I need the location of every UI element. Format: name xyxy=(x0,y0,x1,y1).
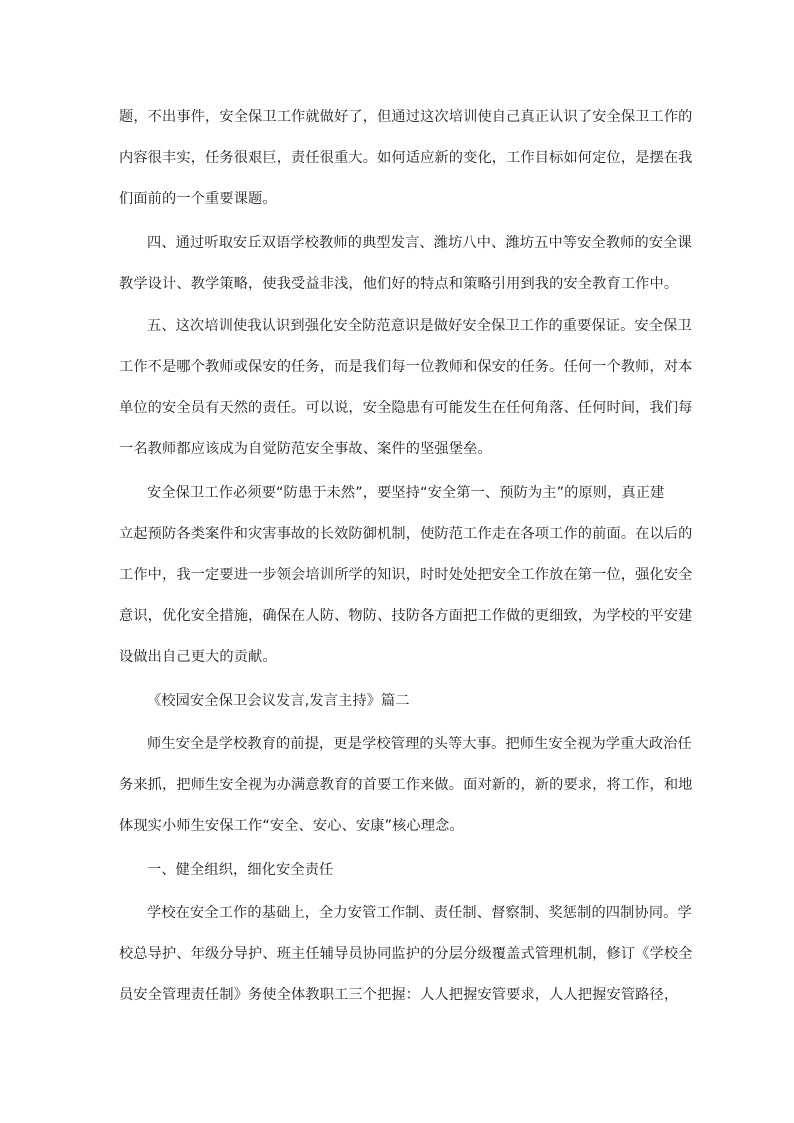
text-line: 设做出自己更大的贡献。 xyxy=(119,649,277,665)
text-line: 员安全管理责任制》务使全体教职工三个把握：人人把握安管要求，人人把握安管路径， xyxy=(119,987,679,1003)
text-line: 意识，优化安全措施，确保在人防、物防、技防各方面把工作做的更细致，为学校的平安建 xyxy=(119,608,693,624)
text-line: 体现实小师生安保工作“安全、安心、安康”核心理念。 xyxy=(119,818,464,834)
text-line: 四、通过听取安丘双语学校教师的典型发言、潍坊八中、潍坊五中等安全教师的安全课 xyxy=(147,235,692,251)
text-line: 内容很丰实，任务很艰巨，责任很重大。如何适应新的变化，工作目标如何定位，是摆在我 xyxy=(119,150,693,166)
text-line: 一名教师都应该成为自觉防范安全事故、案件的坚强堡垒。 xyxy=(119,441,492,457)
text-line: 题，不出事件，安全保卫工作就做好了，但通过这次培训使自己真正认识了安全保卫工作的 xyxy=(119,109,693,125)
text-line: 们面前的一个重要课题。 xyxy=(119,191,277,207)
text-line: 安全保卫工作必须要“防患于未然”，要坚持“安全第一、预防为主”的原则，真正建 xyxy=(147,485,665,501)
section-heading: 《校园安全保卫会议发言,发言主持》篇二 xyxy=(147,693,410,709)
text-line: 校总导护、年级分导护、班主任辅导员协同监护的分层分级覆盖式管理机制，修订《学校全 xyxy=(119,946,693,962)
text-line: 一、健全组织，细化安全责任 xyxy=(147,862,334,878)
text-line: 师生安全是学校教育的前提，更是学校管理的头等大事。把师生安全视为学重大政治任 xyxy=(147,736,692,752)
text-line: 工作中，我一定要进一步领会培训所学的知识，时时处处把安全工作放在第一位，强化安全 xyxy=(119,567,693,583)
text-line: 教学设计、教学策略，使我受益非浅，他们好的特点和策略引用到我的安全教育工作中。 xyxy=(119,276,679,292)
text-line: 单位的安全员有天然的责任。可以说，安全隐患有可能发生在任何角落、任何时间，我们每 xyxy=(119,400,693,416)
text-line: 五、这次培训使我认识到强化安全防范意识是做好安全保卫工作的重要保证。安全保卫 xyxy=(147,318,692,334)
text-line: 工作不是哪个教师或保安的任务，而是我们每一位教师和保安的任务。任何一个教师，对本 xyxy=(119,359,693,375)
text-line: 立起预防各类案件和灾害事故的长效防御机制，使防范工作走在各项工作的前面。在以后的 xyxy=(119,526,693,542)
text-line: 务来抓，把师生安全视为办满意教育的首要工作来做。面对新的，新的要求，将工作，和地 xyxy=(119,777,693,793)
text-line: 学校在安全工作的基础上，全力安管工作制、责任制、督察制、奖惩制的四制协同。学 xyxy=(147,905,692,921)
